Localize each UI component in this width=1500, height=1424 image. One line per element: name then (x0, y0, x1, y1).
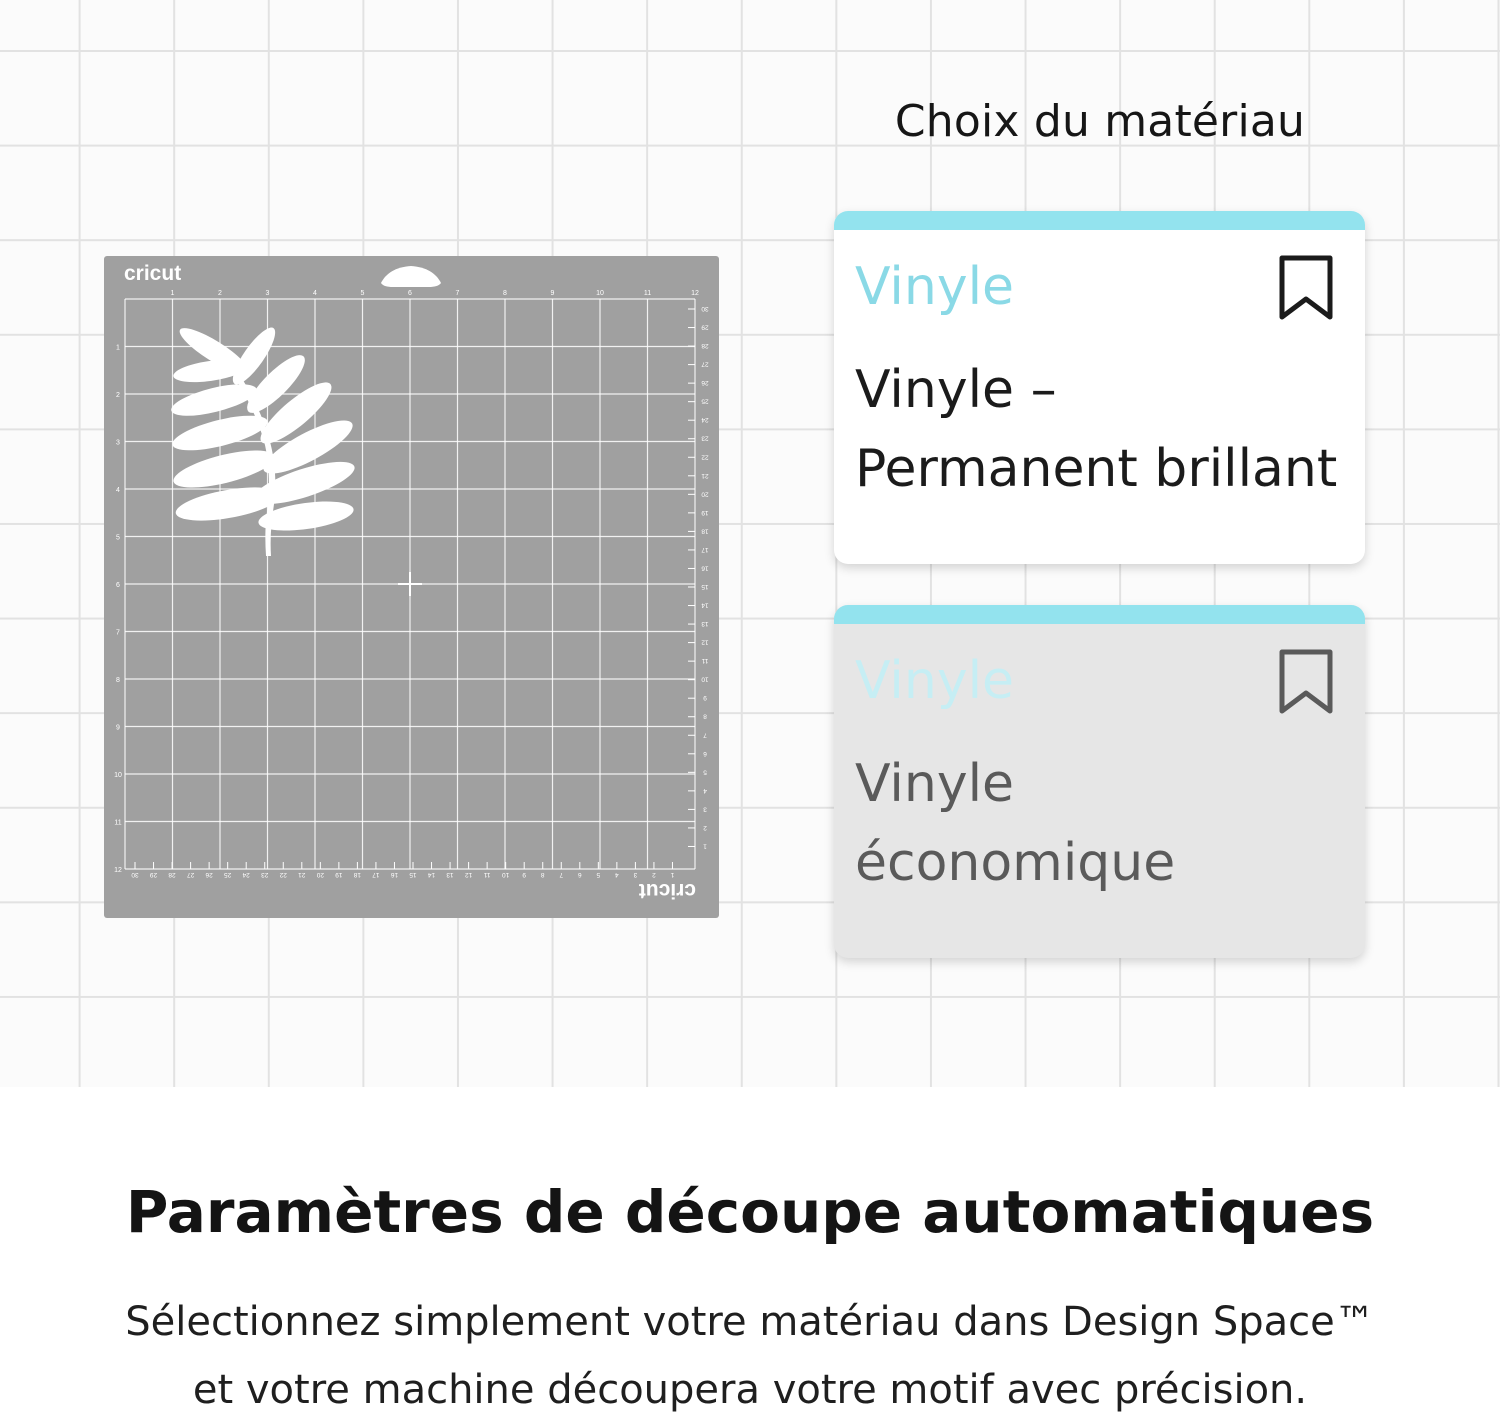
ruler-label-right: 14 (701, 601, 709, 609)
cutting-mat (104, 256, 719, 918)
ruler-label-bottom: 15 (409, 871, 417, 878)
ruler-label-right: 20 (701, 490, 709, 498)
ruler-label-right: 3 (703, 805, 707, 813)
ruler-label-bottom: 20 (316, 871, 324, 878)
ruler-label-top: 9 (550, 290, 555, 297)
ruler-label-left: 6 (116, 582, 120, 589)
ruler-label-right: 24 (701, 416, 709, 424)
ruler-label-bottom: 14 (427, 871, 436, 878)
description-line-2: et votre machine découpera votre motif avec précision. (192, 1367, 1308, 1413)
ruler-label-top: 2 (218, 290, 222, 297)
material-card-economy[interactable] (834, 605, 1365, 958)
ruler-label-bottom: 27 (186, 871, 195, 878)
ruler-label-right: 18 (701, 527, 709, 535)
ruler-label-top: 4 (313, 290, 317, 297)
card-category: Vinyle (855, 651, 1015, 711)
ruler-label-bottom: 13 (446, 871, 454, 878)
ruler-label-bottom: 19 (335, 871, 343, 878)
ruler-label-right: 12 (701, 638, 709, 646)
ruler-label-right: 26 (701, 379, 709, 387)
ruler-label-right: 10 (701, 675, 709, 683)
ruler-label-bottom: 10 (502, 871, 510, 878)
ruler-label-right: 19 (701, 508, 709, 516)
mat-brand-logo-inverted: cricut (638, 879, 696, 902)
ruler-label-bottom: 8 (540, 871, 545, 878)
description-line-1: Sélectionnez simplement votre matériau dans Design Space™ (125, 1299, 1375, 1345)
ruler-label-right: 29 (701, 323, 709, 331)
ruler-label-right: 7 (703, 731, 707, 739)
card-material-name: Vinyle économique (855, 754, 1176, 893)
ruler-label-left: 12 (114, 867, 122, 874)
ruler-label-right: 15 (701, 583, 709, 590)
ruler-label-bottom: 12 (464, 871, 473, 878)
ruler-label-right: 16 (701, 564, 709, 572)
description (0, 1288, 1500, 1424)
ruler-label-left: 9 (116, 724, 120, 732)
ruler-label-left: 1 (116, 344, 120, 352)
ruler-label-top: 5 (360, 290, 365, 297)
mat-background (104, 256, 719, 918)
ruler-label-left: 11 (114, 819, 122, 827)
ruler-label-top: 6 (408, 290, 412, 297)
card-material-name: Vinyle – Permanent brillant (855, 360, 1338, 499)
ruler-label-left: 7 (116, 629, 120, 637)
panel-title: Choix du matériau (894, 96, 1306, 147)
mat-brand-logo: cricut (124, 262, 182, 285)
ruler-label-top: 12 (691, 290, 699, 297)
ruler-label-bottom: 4 (615, 871, 619, 878)
ruler-label-left: 2 (116, 392, 120, 399)
ruler-label-bottom: 7 (559, 871, 564, 878)
ruler-label-bottom: 22 (279, 871, 287, 878)
ruler-label-bottom: 30 (131, 871, 139, 878)
ruler-label-left: 3 (116, 439, 120, 447)
ruler-label-right: 8 (703, 712, 707, 720)
ruler-label-bottom: 28 (168, 871, 176, 878)
ruler-label-bottom: 24 (242, 871, 250, 878)
ruler-label-bottom: 18 (353, 871, 362, 878)
ruler-label-bottom: 21 (298, 871, 306, 878)
ruler-label-top: 7 (455, 290, 460, 297)
ruler-label-right: 27 (701, 360, 709, 368)
ruler-label-left: 5 (116, 534, 120, 542)
ruler-label-right: 4 (703, 786, 707, 794)
ruler-label-top: 10 (596, 290, 604, 297)
ruler-label-right: 13 (701, 620, 709, 628)
ruler-label-right: 25 (701, 397, 709, 405)
ruler-label-bottom: 11 (483, 871, 491, 878)
bookmark-icon[interactable] (1278, 255, 1334, 321)
ruler-label-right: 6 (703, 749, 707, 757)
ruler-label-bottom: 9 (522, 871, 527, 878)
ruler-label-bottom: 1 (670, 871, 675, 878)
ruler-label-bottom: 25 (224, 871, 232, 878)
ruler-label-bottom: 29 (149, 871, 158, 878)
ruler-label-right: 17 (701, 545, 709, 553)
ruler-label-bottom: 3 (633, 871, 638, 878)
ruler-label-right: 22 (701, 453, 709, 461)
ruler-label-right: 30 (701, 305, 709, 312)
ruler-label-bottom: 5 (596, 871, 601, 878)
ruler-label-bottom: 16 (390, 871, 399, 878)
material-card-permanent-glossy[interactable] (834, 211, 1365, 564)
ruler-label-left: 10 (114, 772, 122, 779)
ruler-label-bottom: 2 (652, 871, 656, 878)
ruler-label-top: 8 (503, 290, 507, 297)
bookmark-icon[interactable] (1278, 649, 1334, 715)
ruler-label-right: 28 (701, 342, 709, 350)
ruler-label-right: 21 (701, 471, 709, 479)
card-category: Vinyle (855, 257, 1015, 317)
ruler-label-bottom: 26 (205, 871, 213, 878)
ruler-label-right: 1 (703, 842, 707, 850)
ruler-label-top: 11 (643, 290, 652, 297)
ruler-label-right: 5 (703, 768, 707, 776)
card-stripe (834, 605, 1365, 624)
card-stripe (834, 211, 1365, 230)
headline: Paramètres de découpe automatiques (125, 1178, 1375, 1246)
ruler-label-bottom: 6 (577, 871, 582, 878)
ruler-label-right: 23 (701, 434, 709, 442)
ruler-label-right: 2 (703, 823, 707, 831)
ruler-label-right: 11 (701, 657, 709, 665)
ruler-label-left: 8 (116, 677, 120, 684)
ruler-label-top: 3 (265, 290, 270, 297)
ruler-label-left: 4 (116, 487, 120, 494)
ruler-label-bottom: 17 (372, 871, 380, 878)
ruler-label-top: 1 (170, 290, 175, 297)
ruler-label-bottom: 23 (261, 871, 269, 878)
ruler-label-right: 9 (703, 694, 707, 702)
